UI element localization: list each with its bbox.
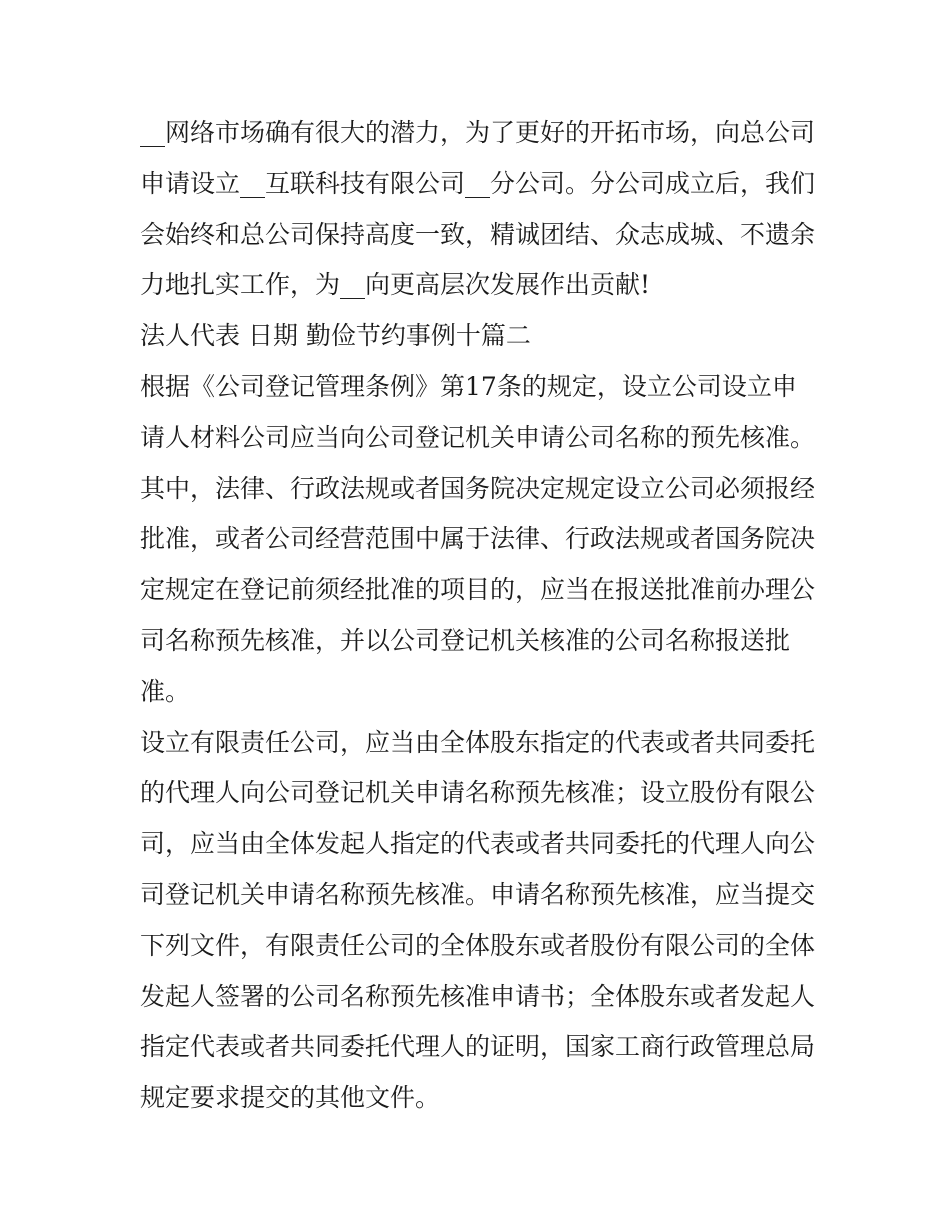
text-line: 指定代表或者共同委托代理人的证明，国家工商行政管理总局 [140, 1032, 816, 1062]
text-line: 发起人签署的公司名称预先核准申请书；全体股东或者发起人 [140, 981, 816, 1011]
text-line: 力地扎实工作，为__向更高层次发展作出贡献! [140, 270, 651, 300]
heading-line: 法人代表 日期 勤俭节约事例十篇二 [140, 321, 531, 351]
text-line: 司，应当由全体发起人指定的代表或者共同委托的代理人向公 [140, 829, 816, 859]
text-line: 请人材料公司应当向公司登记机关申请公司名称的预先核准。 [140, 422, 816, 452]
text-line: 的代理人向公司登记机关申请名称预先核准；设立股份有限公 [140, 778, 816, 808]
paragraph-branch-application [140, 108, 820, 311]
text-line: 设立有限责任公司，应当由全体股东指定的代表或者共同委托 [140, 727, 816, 757]
text-line: 批准，或者公司经营范围中属于法律、行政法规或者国务院决 [140, 524, 816, 554]
paragraph-name-approval-rule [140, 362, 820, 718]
text-line: 根据《公司登记管理条例》第17条的规定，设立公司设立申 [140, 371, 797, 401]
text-line: 定规定在登记前须经批准的项目的，应当在报送批准前办理公 [140, 575, 816, 605]
text-line: 会始终和总公司保持高度一致，精诚团结、众志成城、不遗余 [140, 219, 816, 249]
text-line: __网络市场确有很大的潜力，为了更好的开拓市场，向总公司 [140, 118, 816, 147]
text-line: 其中，法律、行政法规或者国务院决定规定设立公司必须报经 [140, 473, 816, 503]
text-line: 司登记机关申请名称预先核准。申请名称预先核准，应当提交 [140, 879, 816, 909]
text-line: 准。 [140, 676, 191, 706]
paragraph-required-documents [140, 718, 820, 1124]
text-line: 申请设立__互联科技有限公司__分公司。分公司成立后，我们 [140, 168, 816, 198]
text-line: 司名称预先核准，并以公司登记机关核准的公司名称报送批 [140, 625, 791, 655]
section-heading [140, 311, 820, 362]
document-body [140, 108, 820, 1124]
text-line: 规定要求提交的其他文件。 [140, 1083, 441, 1113]
text-line: 下列文件，有限责任公司的全体股东或者股份有限公司的全体 [140, 930, 816, 960]
